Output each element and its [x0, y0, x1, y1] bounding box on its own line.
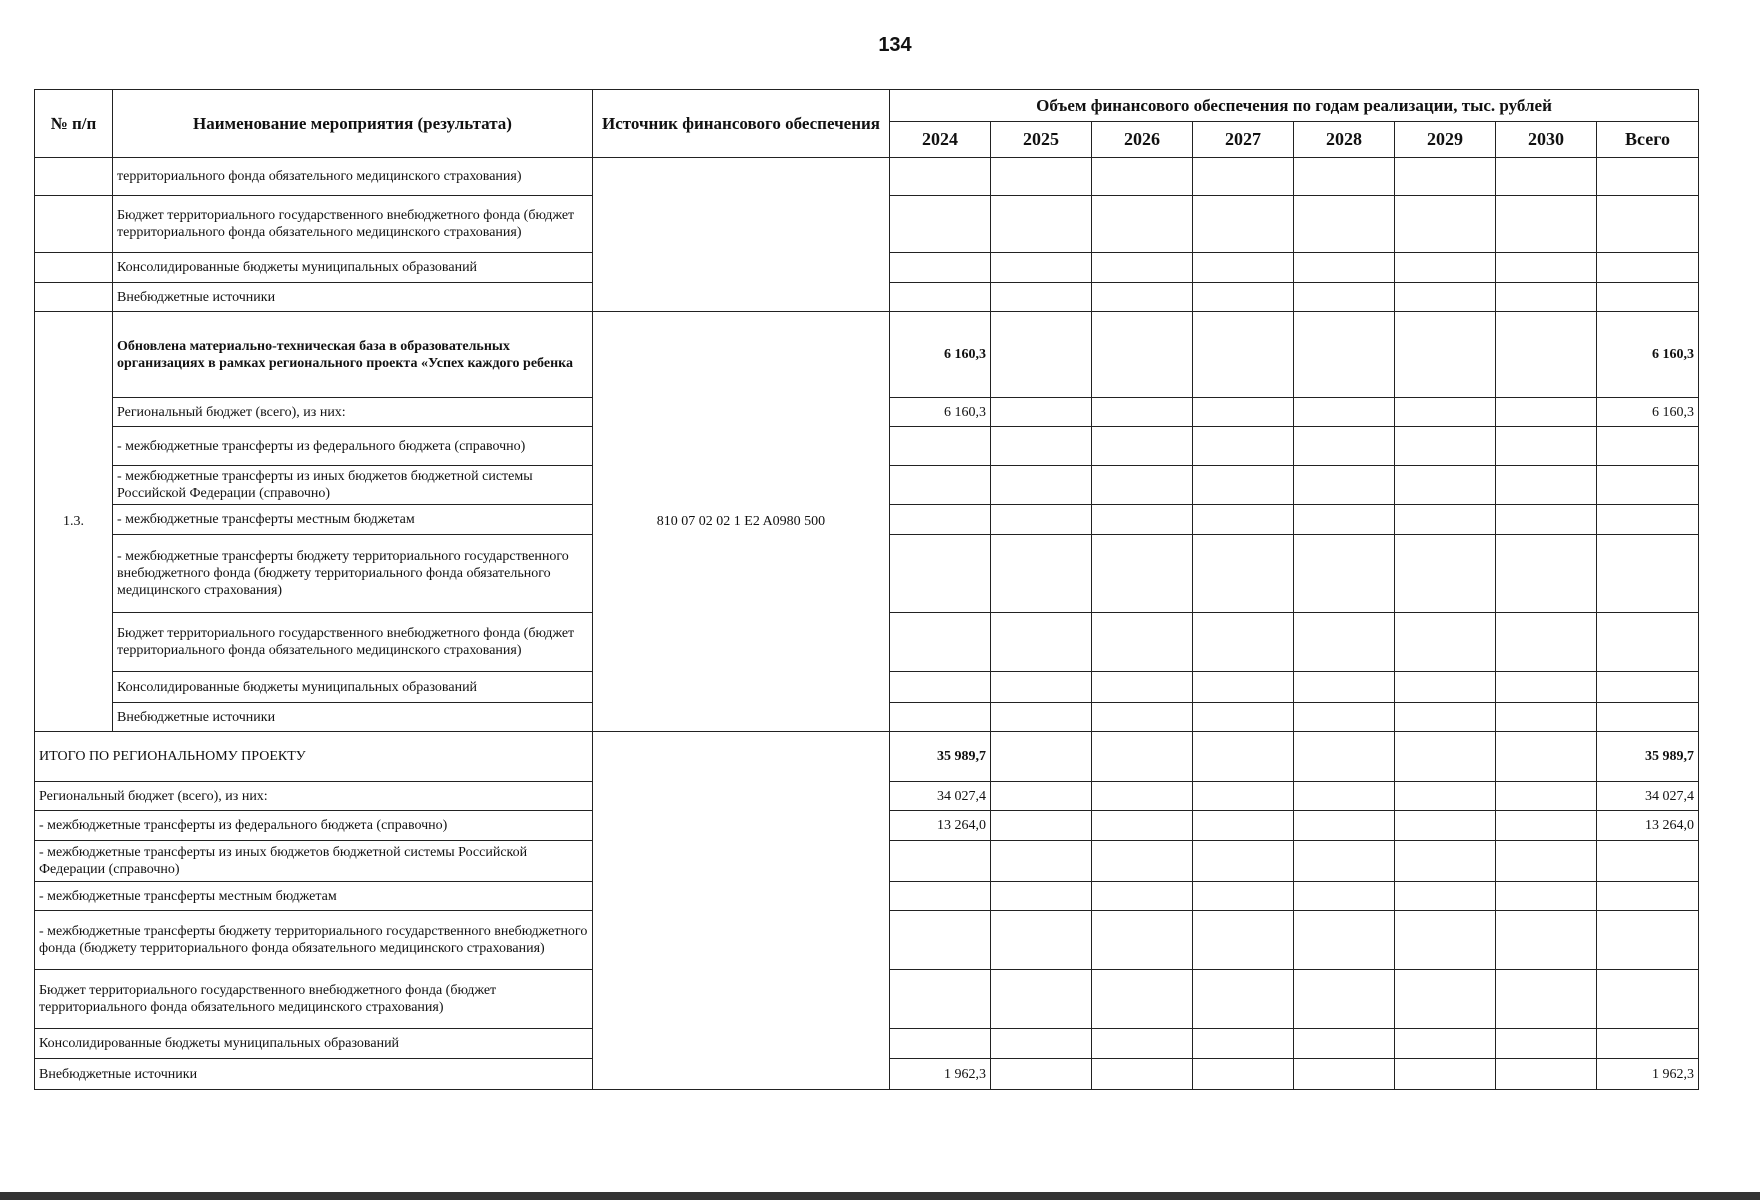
- header-year: 2029: [1395, 122, 1496, 158]
- value-cell: [991, 911, 1092, 970]
- value-cell: [1496, 505, 1597, 535]
- header-source: Источник финансового обеспечения: [593, 90, 890, 158]
- num-cell: [35, 196, 113, 253]
- value-cell: [991, 811, 1092, 841]
- value-cell: [1092, 882, 1193, 911]
- value-cell: [1294, 811, 1395, 841]
- value-cell: [1092, 811, 1193, 841]
- value-cell: [1597, 505, 1699, 535]
- value-cell: [890, 841, 991, 882]
- value-cell: [1294, 196, 1395, 253]
- value-cell: [1092, 253, 1193, 283]
- row-label: - межбюджетные трансферты из иных бюджетов бюджетной системы Российской Федерации (справочно): [35, 841, 593, 882]
- header-year: 2024: [890, 122, 991, 158]
- value-cell: 35 989,7: [1597, 732, 1699, 782]
- value-cell: [1092, 196, 1193, 253]
- value-cell: [1496, 811, 1597, 841]
- value-cell: [1193, 970, 1294, 1029]
- row-label: Внебюджетные источники: [113, 283, 593, 312]
- value-cell: [1092, 312, 1193, 398]
- value-cell: [1193, 782, 1294, 811]
- row-label: - межбюджетные трансферты из иных бюджетов бюджетной системы Российской Федерации (справочно): [113, 466, 593, 505]
- value-cell: [1395, 782, 1496, 811]
- value-cell: [1597, 466, 1699, 505]
- value-cell: [1092, 1029, 1193, 1059]
- financing-table: [34, 89, 1699, 1090]
- value-cell: [991, 535, 1092, 613]
- value-cell: [1496, 158, 1597, 196]
- header-year: 2028: [1294, 122, 1395, 158]
- value-cell: [1193, 672, 1294, 703]
- value-cell: [890, 466, 991, 505]
- value-cell: [1496, 970, 1597, 1029]
- table-header: [35, 90, 1699, 158]
- value-cell: [1193, 703, 1294, 732]
- value-cell: [1395, 811, 1496, 841]
- value-cell: [1193, 158, 1294, 196]
- row-label: - межбюджетные трансферты бюджету территориального государственного внебюджетного фонда (бюджету территориального фонда обязательного медицинского страхования): [35, 911, 593, 970]
- row-label: - межбюджетные трансферты местным бюджетам: [35, 882, 593, 911]
- value-cell: [1395, 253, 1496, 283]
- num-cell: [35, 158, 113, 196]
- value-cell: 34 027,4: [890, 782, 991, 811]
- value-cell: [991, 1059, 1092, 1090]
- value-cell: [1193, 882, 1294, 911]
- value-cell: [1294, 398, 1395, 427]
- value-cell: [1294, 782, 1395, 811]
- value-cell: [1597, 613, 1699, 672]
- value-cell: [1092, 970, 1193, 1029]
- value-cell: [1294, 158, 1395, 196]
- value-cell: [1294, 970, 1395, 1029]
- value-cell: [1395, 1029, 1496, 1059]
- value-cell: [1395, 535, 1496, 613]
- value-cell: [1193, 613, 1294, 672]
- value-cell: [890, 253, 991, 283]
- value-cell: [1597, 158, 1699, 196]
- value-cell: [1395, 841, 1496, 882]
- header-num: № п/п: [35, 90, 113, 158]
- value-cell: [991, 970, 1092, 1029]
- value-cell: [1294, 505, 1395, 535]
- value-cell: [890, 505, 991, 535]
- value-cell: [1597, 1029, 1699, 1059]
- value-cell: [991, 312, 1092, 398]
- value-cell: [1496, 882, 1597, 911]
- value-cell: [1597, 703, 1699, 732]
- total-title: ИТОГО ПО РЕГИОНАЛЬНОМУ ПРОЕКТУ: [35, 732, 593, 782]
- value-cell: [1193, 1029, 1294, 1059]
- value-cell: 6 160,3: [1597, 312, 1699, 398]
- source-code: 810 07 02 02 1 E2 A0980 500: [593, 312, 890, 732]
- section-1-3: [35, 312, 1699, 732]
- value-cell: [1597, 970, 1699, 1029]
- value-cell: [1193, 911, 1294, 970]
- value-cell: [1092, 505, 1193, 535]
- value-cell: [1395, 158, 1496, 196]
- row-label: Региональный бюджет (всего), из них:: [35, 782, 593, 811]
- value-cell: [1395, 882, 1496, 911]
- value-cell: [1395, 613, 1496, 672]
- row-label: Консолидированные бюджеты муниципальных образований: [113, 672, 593, 703]
- header-year: 2025: [991, 122, 1092, 158]
- row-label: - межбюджетные трансферты из федерального бюджета (справочно): [35, 811, 593, 841]
- value-cell: [1597, 841, 1699, 882]
- value-cell: [890, 882, 991, 911]
- value-cell: [1294, 1029, 1395, 1059]
- value-cell: [890, 703, 991, 732]
- value-cell: [1496, 1029, 1597, 1059]
- row-label: - межбюджетные трансферты бюджету территориального государственного внебюджетного фонда (бюджету территориального фонда обязательного медицинского страхования): [113, 535, 593, 613]
- value-cell: [1496, 672, 1597, 703]
- value-cell: [1496, 703, 1597, 732]
- value-cell: [1294, 703, 1395, 732]
- value-cell: [890, 158, 991, 196]
- value-cell: [1092, 466, 1193, 505]
- value-cell: [1294, 911, 1395, 970]
- value-cell: [1294, 312, 1395, 398]
- value-cell: [991, 158, 1092, 196]
- header-name: Наименование мероприятия (результата): [113, 90, 593, 158]
- table-row: [35, 158, 1699, 196]
- value-cell: 1 962,3: [890, 1059, 991, 1090]
- section-title: Обновлена материально-техническая база в образовательных организациях в рамках регионального проекта «Успех каждого ребенка: [113, 312, 593, 398]
- value-cell: [991, 672, 1092, 703]
- value-cell: [1496, 535, 1597, 613]
- num-cell: [35, 283, 113, 312]
- value-cell: [1496, 398, 1597, 427]
- value-cell: [1597, 253, 1699, 283]
- value-cell: [890, 1029, 991, 1059]
- row-label: Внебюджетные источники: [113, 703, 593, 732]
- value-cell: 6 160,3: [1597, 398, 1699, 427]
- value-cell: [1496, 911, 1597, 970]
- value-cell: [991, 703, 1092, 732]
- value-cell: [1395, 1059, 1496, 1090]
- value-cell: [1496, 466, 1597, 505]
- value-cell: [991, 613, 1092, 672]
- header-total: Всего: [1597, 122, 1699, 158]
- num-cell: [35, 253, 113, 283]
- value-cell: [1193, 535, 1294, 613]
- value-cell: [991, 732, 1092, 782]
- value-cell: [991, 398, 1092, 427]
- value-cell: [1496, 427, 1597, 466]
- value-cell: [1294, 427, 1395, 466]
- value-cell: [1597, 196, 1699, 253]
- value-cell: [1092, 158, 1193, 196]
- value-cell: [1193, 466, 1294, 505]
- value-cell: [1294, 841, 1395, 882]
- value-cell: [1193, 1059, 1294, 1090]
- row-label: Региональный бюджет (всего), из них:: [113, 398, 593, 427]
- value-cell: [890, 970, 991, 1029]
- value-cell: [1395, 196, 1496, 253]
- row-label: Консолидированные бюджеты муниципальных образований: [113, 253, 593, 283]
- row-label: Бюджет территориального государственного внебюджетного фонда (бюджет территориального фонда обязательного медицинского страхования): [35, 970, 593, 1029]
- value-cell: [1092, 782, 1193, 811]
- value-cell: [1294, 613, 1395, 672]
- source-cell: [593, 732, 890, 1090]
- value-cell: 6 160,3: [890, 312, 991, 398]
- value-cell: [890, 613, 991, 672]
- value-cell: 6 160,3: [890, 398, 991, 427]
- value-cell: [1395, 312, 1496, 398]
- value-cell: [1092, 841, 1193, 882]
- total-block: [35, 732, 1699, 1090]
- value-cell: [1092, 398, 1193, 427]
- value-cell: [1395, 427, 1496, 466]
- header-year: 2026: [1092, 122, 1193, 158]
- value-cell: [1597, 911, 1699, 970]
- value-cell: [1193, 253, 1294, 283]
- value-cell: [1294, 672, 1395, 703]
- value-cell: [1496, 782, 1597, 811]
- value-cell: 34 027,4: [1597, 782, 1699, 811]
- value-cell: [1092, 1059, 1193, 1090]
- value-cell: 13 264,0: [1597, 811, 1699, 841]
- value-cell: [1092, 672, 1193, 703]
- value-cell: [1597, 672, 1699, 703]
- value-cell: [1395, 398, 1496, 427]
- value-cell: [1395, 703, 1496, 732]
- value-cell: [1395, 466, 1496, 505]
- value-cell: [1294, 535, 1395, 613]
- row-label: - межбюджетные трансферты из федерального бюджета (справочно): [113, 427, 593, 466]
- value-cell: [1395, 283, 1496, 312]
- value-cell: [991, 1029, 1092, 1059]
- row-label: Внебюджетные источники: [35, 1059, 593, 1090]
- value-cell: [1395, 970, 1496, 1029]
- value-cell: 13 264,0: [890, 811, 991, 841]
- value-cell: [1092, 732, 1193, 782]
- value-cell: [890, 283, 991, 312]
- value-cell: [1092, 535, 1193, 613]
- value-cell: [1294, 1059, 1395, 1090]
- value-cell: [991, 196, 1092, 253]
- value-cell: [1395, 505, 1496, 535]
- value-cell: [890, 196, 991, 253]
- value-cell: [1294, 466, 1395, 505]
- value-cell: [1496, 196, 1597, 253]
- value-cell: [1496, 1059, 1597, 1090]
- value-cell: [1092, 911, 1193, 970]
- value-cell: 35 989,7: [890, 732, 991, 782]
- value-cell: [1193, 505, 1294, 535]
- value-cell: [1496, 613, 1597, 672]
- value-cell: [1597, 882, 1699, 911]
- value-cell: [890, 911, 991, 970]
- value-cell: [1496, 312, 1597, 398]
- section-title-row: [35, 312, 1699, 398]
- value-cell: [991, 882, 1092, 911]
- value-cell: [1092, 427, 1193, 466]
- value-cell: [1092, 703, 1193, 732]
- total-title-row: [35, 732, 1699, 782]
- header-volume: Объем финансового обеспечения по годам реализации, тыс. рублей: [890, 90, 1699, 122]
- value-cell: [1294, 882, 1395, 911]
- section-number: 1.3.: [35, 312, 113, 732]
- value-cell: [991, 427, 1092, 466]
- value-cell: [991, 283, 1092, 312]
- value-cell: [1395, 911, 1496, 970]
- value-cell: [1496, 732, 1597, 782]
- row-label: Бюджет территориального государственного внебюджетного фонда (бюджет территориального фонда обязательного медицинского страхования): [113, 613, 593, 672]
- value-cell: [890, 427, 991, 466]
- value-cell: [1092, 283, 1193, 312]
- value-cell: [991, 505, 1092, 535]
- scan-edge-bar: [0, 1192, 1760, 1200]
- value-cell: [1092, 613, 1193, 672]
- value-cell: [1193, 841, 1294, 882]
- value-cell: [1193, 732, 1294, 782]
- value-cell: [1395, 672, 1496, 703]
- value-cell: [1294, 732, 1395, 782]
- value-cell: [1597, 535, 1699, 613]
- value-cell: [1496, 283, 1597, 312]
- value-cell: [1193, 398, 1294, 427]
- value-cell: [890, 535, 991, 613]
- row-label: территориального фонда обязательного медицинского страхования): [113, 158, 593, 196]
- value-cell: [1294, 253, 1395, 283]
- value-cell: [991, 466, 1092, 505]
- continuation-block: [35, 158, 1699, 312]
- value-cell: [991, 253, 1092, 283]
- value-cell: [1395, 732, 1496, 782]
- value-cell: [1597, 427, 1699, 466]
- value-cell: 1 962,3: [1597, 1059, 1699, 1090]
- value-cell: [890, 672, 991, 703]
- row-label: Консолидированные бюджеты муниципальных образований: [35, 1029, 593, 1059]
- value-cell: [1193, 196, 1294, 253]
- source-cell: [593, 158, 890, 312]
- row-label: - межбюджетные трансферты местным бюджетам: [113, 505, 593, 535]
- value-cell: [1597, 283, 1699, 312]
- value-cell: [1496, 253, 1597, 283]
- value-cell: [1193, 427, 1294, 466]
- value-cell: [1294, 283, 1395, 312]
- value-cell: [1496, 841, 1597, 882]
- header-year: 2027: [1193, 122, 1294, 158]
- value-cell: [1193, 811, 1294, 841]
- value-cell: [1193, 283, 1294, 312]
- row-label: Бюджет территориального государственного внебюджетного фонда (бюджет территориального фонда обязательного медицинского страхования): [113, 196, 593, 253]
- page-number: 134: [878, 34, 912, 56]
- header-year: 2030: [1496, 122, 1597, 158]
- value-cell: [1193, 312, 1294, 398]
- value-cell: [991, 841, 1092, 882]
- value-cell: [991, 782, 1092, 811]
